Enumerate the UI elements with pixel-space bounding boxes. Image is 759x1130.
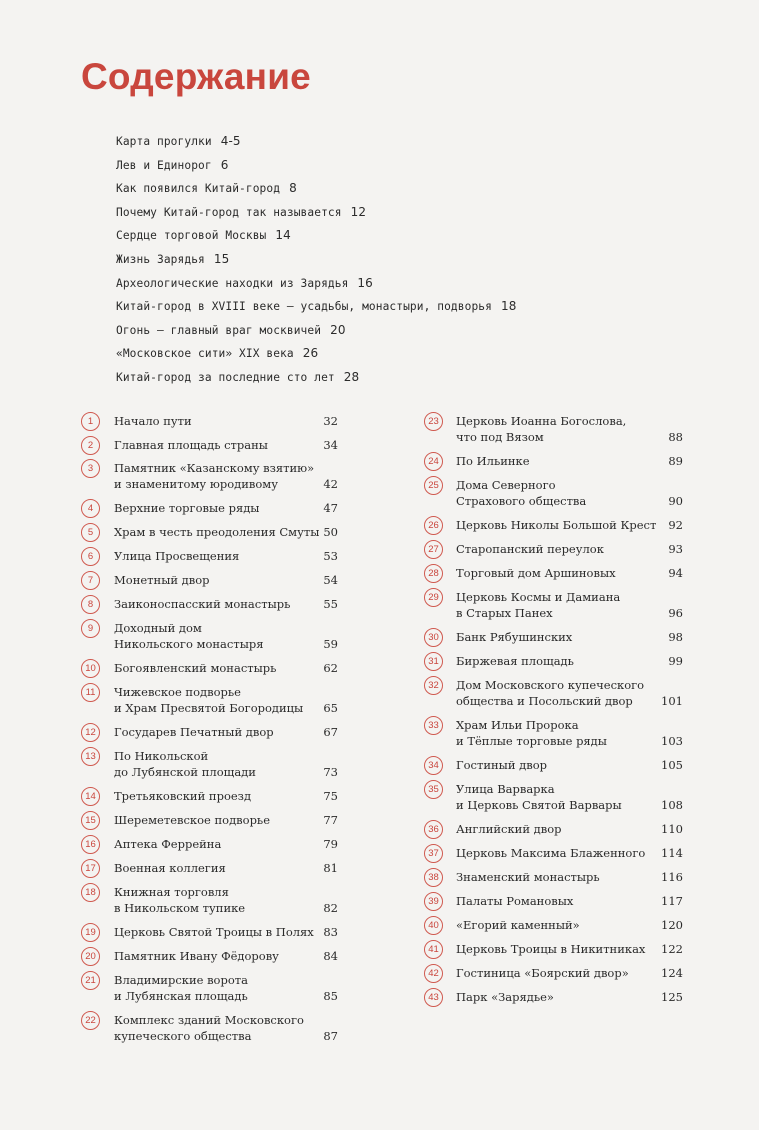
entry-number-badge: 38 [424, 868, 443, 887]
entry-number-badge: 12 [81, 723, 100, 742]
intro-item-page: 18 [500, 299, 517, 314]
entry-title-line: Старопанский переулок [456, 542, 604, 556]
entry-number-badge: 33 [424, 716, 443, 735]
entry-page-number: 94 [668, 566, 683, 580]
entry-page-number: 77 [323, 813, 338, 827]
entry-title [114, 748, 256, 780]
entry-page-number: 125 [661, 990, 683, 1004]
entry-number-badge: 31 [424, 652, 443, 671]
entry-title [456, 989, 554, 1005]
entry-page-number: 47 [323, 501, 338, 515]
entry-title [114, 812, 270, 828]
entry-number-badge: 35 [424, 780, 443, 799]
entry-page-number: 122 [661, 942, 683, 956]
intro-item[interactable] [116, 201, 516, 225]
entry-number-badge: 16 [81, 835, 100, 854]
entry-title-line: Парк «Зарядье» [456, 990, 554, 1004]
entry-number-badge: 14 [81, 787, 100, 806]
intro-item[interactable] [116, 130, 516, 154]
entry-title-line: Чижевское подворье [114, 685, 241, 699]
intro-item[interactable] [116, 272, 516, 296]
entry-page-number: 55 [323, 597, 338, 611]
entry-number-badge: 25 [424, 476, 443, 495]
entry-title-line: Монетный двор [114, 573, 210, 587]
entry-number-badge: 29 [424, 588, 443, 607]
entry-title [456, 413, 626, 445]
entry-title-line: Дом Московского купеческого [456, 678, 645, 692]
entry-title [114, 524, 319, 540]
entry-title [456, 845, 645, 861]
entry-number-badge: 2 [81, 436, 100, 455]
entry-title [114, 860, 226, 876]
entry-title [114, 724, 274, 740]
entry-title [456, 941, 645, 957]
entry-title-line: Улица Просвещения [114, 549, 240, 563]
entry-page-number: 83 [323, 925, 338, 939]
entry-title [456, 477, 586, 509]
intro-item-title: Жизнь Зарядья [116, 252, 205, 266]
entry-page-number: 42 [323, 477, 338, 491]
intro-item-page: 16 [357, 275, 373, 290]
entry-number-badge: 18 [81, 883, 100, 902]
entry-number-badge: 40 [424, 916, 443, 935]
entry-number-badge: 42 [424, 964, 443, 983]
entry-title-line: Никольского монастыря [114, 637, 264, 651]
entry-page-number: 81 [323, 861, 338, 875]
entry-page-number: 103 [661, 734, 683, 748]
entry-title-line: Палаты Романовых [456, 894, 574, 908]
entry-title [456, 781, 622, 813]
entry-title [114, 948, 279, 964]
entry-title [114, 548, 239, 564]
entry-title-line: Богоявленский монастырь [114, 661, 277, 675]
entry-title [114, 413, 192, 429]
entry-title-line: Книжная торговля [114, 885, 229, 899]
entry-number-badge: 28 [424, 564, 443, 583]
entry-title-line: и Церковь Святой Варвары [456, 798, 622, 812]
entry-number-badge: 8 [81, 595, 100, 614]
intro-item-page: 14 [275, 228, 291, 243]
entry-number-badge: 39 [424, 892, 443, 911]
entry-page-number: 54 [323, 573, 338, 587]
entry-number-badge: 24 [424, 452, 443, 471]
entry-title-line: Аптека Феррейна [114, 837, 222, 851]
intro-item-title: Почему Китай-город так называется [116, 205, 342, 219]
entry-title-line: общества и Посольский двор [456, 694, 633, 708]
entry-page-number: 96 [668, 606, 683, 620]
intro-item-page: 26 [302, 346, 319, 361]
entry-title-line: Церковь Николы Большой Крест [456, 518, 657, 532]
entry-title [456, 893, 573, 909]
entry-title-line: купеческого общества [114, 1029, 252, 1043]
entry-title-line: Комплекс зданий Московского [114, 1013, 304, 1027]
entry-title-line: и Храм Пресвятой Богородицы [114, 701, 304, 715]
entry-title-line: что под Вязом [456, 430, 544, 444]
intro-item[interactable] [116, 295, 516, 319]
intro-item[interactable] [116, 319, 516, 343]
entry-title-line: Церковь Иоанна Богослова, [456, 414, 627, 428]
entry-number-badge: 37 [424, 844, 443, 863]
entry-number-badge: 3 [81, 459, 100, 478]
entry-title-line: Памятник Ивану Фёдорову [114, 949, 279, 963]
entry-title-line: Шереметевское подворье [114, 813, 270, 827]
entry-number-badge: 1 [81, 412, 100, 431]
intro-item-page: 28 [343, 369, 360, 384]
entry-number-badge: 10 [81, 659, 100, 678]
entry-page-number: 114 [661, 846, 683, 860]
entry-number-badge: 22 [81, 1011, 100, 1030]
entry-title [114, 660, 276, 676]
intro-item[interactable] [116, 248, 516, 272]
intro-list [116, 130, 516, 390]
entry-title [456, 717, 607, 749]
entry-number-badge: 15 [81, 811, 100, 830]
entry-page-number: 105 [661, 758, 683, 772]
entry-title [114, 836, 221, 852]
entry-title-line: до Лубянской площади [114, 765, 256, 779]
entry-title-line: Доходный дом [114, 621, 202, 635]
entry-page-number: 73 [323, 765, 338, 779]
entry-page-number: 110 [661, 822, 683, 836]
entry-title [456, 757, 547, 773]
entry-number-badge: 41 [424, 940, 443, 959]
entry-title-line: и знаменитому юродивому [114, 477, 278, 491]
entry-title [456, 565, 616, 581]
entry-page-number: 62 [323, 661, 338, 675]
entry-title-line: Английский двор [456, 822, 562, 836]
entry-title-line: Верхние торговые ряды [114, 501, 260, 515]
intro-item-title: Лев и Единорог [116, 158, 212, 172]
intro-item-title: Сердце торговой Москвы [116, 229, 267, 243]
entry-title-line: Улица Варварка [456, 782, 555, 796]
intro-item-title: «Московское сити» XIX века [116, 347, 294, 361]
entry-title-line: в Никольском тупике [114, 901, 246, 915]
entry-page-number: 116 [661, 870, 683, 884]
entry-title-line: Государев Печатный двор [114, 725, 274, 739]
entry-page-number: 34 [323, 438, 338, 452]
entry-number-badge: 23 [424, 412, 443, 431]
entry-number-badge: 36 [424, 820, 443, 839]
entry-title [456, 869, 600, 885]
entry-title [456, 629, 572, 645]
intro-item-page: 15 [213, 251, 230, 266]
entry-page-number: 93 [668, 542, 683, 556]
page-title: Содержание [81, 56, 311, 97]
entry-title-line: Храм Ильи Пророка [456, 718, 579, 732]
entry-number-badge: 5 [81, 523, 100, 542]
entry-title [114, 1012, 304, 1044]
entry-title-line: Начало пути [114, 414, 192, 428]
entry-page-number: 99 [668, 654, 683, 668]
entry-title [456, 653, 574, 669]
entry-title-line: Заиконоспасский монастырь [114, 597, 291, 611]
entry-number-badge: 43 [424, 988, 443, 1007]
intro-item[interactable] [116, 366, 516, 390]
entry-page-number: 53 [323, 549, 338, 563]
entry-title [114, 596, 290, 612]
entry-title [114, 684, 303, 716]
entry-number-badge: 4 [81, 499, 100, 518]
entry-title-line: Памятник «Казанскому взятию» [114, 461, 315, 475]
entry-title [456, 821, 562, 837]
entry-title-line: Главная площадь страны [114, 438, 268, 452]
intro-item[interactable] [116, 342, 516, 366]
intro-item-page: 4-5 [220, 134, 241, 148]
entry-title [456, 541, 604, 557]
entry-title [114, 788, 251, 804]
entry-number-badge: 11 [81, 683, 100, 702]
entry-page-number: 88 [668, 430, 683, 444]
intro-item-title: Огонь — главный враг москвичей [116, 323, 322, 337]
entry-title-line: «Егорий каменный» [456, 918, 580, 932]
entry-page-number: 92 [668, 518, 683, 532]
entry-title [456, 965, 629, 981]
entry-title-line: Знаменский монастырь [456, 870, 600, 884]
entry-number-badge: 27 [424, 540, 443, 559]
entry-title [114, 620, 264, 652]
entry-title [114, 572, 210, 588]
entry-title-line: Торговый дом Аршиновых [456, 566, 616, 580]
entry-title [114, 500, 259, 516]
entry-page-number: 90 [668, 494, 683, 508]
entry-page-number: 101 [661, 694, 683, 708]
intro-item-page: 6 [220, 157, 229, 172]
intro-item-title: Китай-город за последние сто лет [116, 370, 335, 384]
intro-item[interactable] [116, 154, 516, 178]
entry-page-number: 108 [661, 798, 683, 812]
entry-title [114, 924, 314, 940]
intro-item-page: 20 [330, 322, 346, 337]
entry-page-number: 85 [323, 989, 338, 1003]
entry-title [114, 437, 268, 453]
entry-number-badge: 21 [81, 971, 100, 990]
entry-page-number: 65 [323, 701, 338, 715]
intro-item-title: Китай-город в XVIII веке — усадьбы, монастыри, подворья [116, 300, 492, 314]
entry-page-number: 67 [323, 725, 338, 739]
entry-title-line: и Лубянская площадь [114, 989, 248, 1003]
entry-number-badge: 34 [424, 756, 443, 775]
intro-item-title: Археологические находки из Зарядья [116, 276, 349, 290]
intro-item[interactable] [116, 177, 516, 201]
entry-page-number: 32 [323, 414, 338, 428]
entry-title-line: Церковь Максима Блаженного [456, 846, 646, 860]
entry-title-line: Церковь Святой Троицы в Полях [114, 925, 314, 939]
entry-title-line: Храм в честь преодоления Смуты [114, 525, 320, 539]
entry-number-badge: 32 [424, 676, 443, 695]
entry-title-line: Страхового общества [456, 494, 587, 508]
entry-number-badge: 19 [81, 923, 100, 942]
entry-page-number: 84 [323, 949, 338, 963]
entry-title-line: Биржевая площадь [456, 654, 574, 668]
entry-title-line: По Ильинке [456, 454, 530, 468]
entry-title-line: Церковь Троицы в Никитниках [456, 942, 646, 956]
entry-number-badge: 17 [81, 859, 100, 878]
entry-page-number: 120 [661, 918, 683, 932]
entry-number-badge: 7 [81, 571, 100, 590]
intro-item-page: 8 [289, 181, 297, 196]
entry-title [456, 917, 580, 933]
entry-title-line: Третьяковский проезд [114, 789, 252, 803]
entry-title [114, 460, 314, 492]
entry-page-number: 124 [661, 966, 683, 980]
intro-item-title: Карта прогулки [116, 135, 212, 148]
entry-title-line: Гостиница «Боярский двор» [456, 966, 629, 980]
entry-number-badge: 26 [424, 516, 443, 535]
entry-title-line: По Никольской [114, 749, 209, 763]
entry-number-badge: 9 [81, 619, 100, 638]
entry-title-line: и Тёплые торговые ряды [456, 734, 607, 748]
entry-page-number: 59 [323, 637, 338, 651]
entry-title-line: Банк Рябушинских [456, 630, 573, 644]
entry-page-number: 82 [323, 901, 338, 915]
entry-title [456, 589, 620, 621]
intro-item[interactable] [116, 224, 516, 248]
entry-number-badge: 30 [424, 628, 443, 647]
intro-item-page: 12 [350, 204, 367, 219]
entry-title-line: Церковь Космы и Дамиана [456, 590, 621, 604]
entry-page-number: 79 [323, 837, 338, 851]
entry-page-number: 75 [323, 789, 338, 803]
entry-title [114, 972, 248, 1004]
entry-title [456, 677, 644, 709]
entry-title-line: Военная коллегия [114, 861, 226, 875]
entry-page-number: 87 [323, 1029, 338, 1043]
entry-page-number: 89 [668, 454, 683, 468]
entry-title-line: в Старых Панех [456, 606, 553, 620]
entry-title [114, 884, 245, 916]
entry-number-badge: 13 [81, 747, 100, 766]
entry-title [456, 453, 530, 469]
entry-title-line: Гостиный двор [456, 758, 547, 772]
entry-page-number: 98 [668, 630, 683, 644]
entry-number-badge: 20 [81, 947, 100, 966]
entry-page-number: 117 [661, 894, 683, 908]
entry-title-line: Дома Северного [456, 478, 556, 492]
entry-title-line: Владимирские ворота [114, 973, 248, 987]
entry-page-number: 50 [323, 525, 338, 539]
entry-number-badge: 6 [81, 547, 100, 566]
entry-title [456, 517, 656, 533]
intro-item-title: Как появился Китай-город [116, 182, 281, 196]
